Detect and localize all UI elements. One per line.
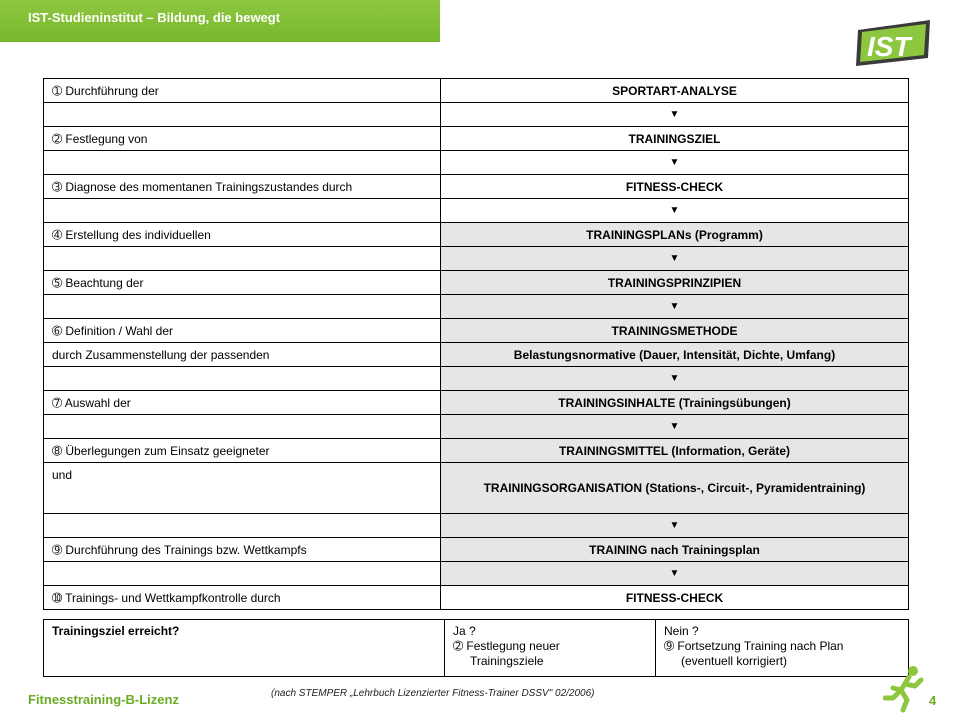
footer-course-name: Fitnesstraining-B-Lizenz: [28, 692, 179, 707]
runner-icon: [883, 664, 927, 714]
step-label: ➂ Diagnose des momentanen Trainingszustandes durch: [44, 175, 441, 199]
header-bar: [0, 0, 440, 42]
arrow-row: [44, 103, 909, 127]
logo-text: IST: [867, 31, 911, 62]
result-yes: [445, 620, 656, 677]
result-table: [43, 619, 909, 677]
ist-logo: [852, 18, 934, 68]
table-row: [44, 343, 909, 367]
process-table: [43, 78, 909, 610]
table-row: [44, 620, 909, 677]
yes-line1: ➁ Festlegung neuer: [453, 639, 560, 653]
step-value: FITNESS-CHECK: [441, 175, 909, 199]
arrow-row: [44, 367, 909, 391]
table-row: [44, 175, 909, 199]
table-row: [44, 391, 909, 415]
arrow-row: [44, 415, 909, 439]
down-arrow-icon: ▼: [441, 103, 909, 127]
step-value: FITNESS-CHECK: [441, 586, 909, 610]
table-row: [44, 79, 909, 103]
footer-source-note: (nach STEMPER „Lehrbuch Lizenzierter Fitness-Trainer DSSV" 02/2006): [271, 688, 595, 699]
step-label: ➃ Erstellung des individuellen: [44, 223, 441, 247]
step-label: ➈ Durchführung des Trainings bzw. Wettkampfs: [44, 538, 441, 562]
table-row: [44, 538, 909, 562]
yes-title: Ja ?: [453, 624, 476, 638]
no-line2: (eventuell korrigiert): [681, 654, 788, 668]
page-number: 4: [929, 693, 937, 708]
step-label: ➉ Trainings- und Wettkampfkontrolle durch: [44, 586, 441, 610]
table-row: [44, 586, 909, 610]
no-title: Nein ?: [664, 624, 699, 638]
step-value: TRAININGSMITTEL (Information, Geräte): [441, 439, 909, 463]
step-value: Belastungsnormative (Dauer, Intensität, Dichte, Umfang): [441, 343, 909, 367]
arrow-row: [44, 562, 909, 586]
step-value: TRAININGSORGANISATION (Stations-, Circuit-, Pyramidentraining): [441, 463, 909, 514]
no-line1: ➈ Fortsetzung Training nach Plan: [664, 639, 844, 653]
arrow-row: [44, 514, 909, 538]
down-arrow-icon: ▼: [441, 367, 909, 391]
step-label: ➀ Durchführung der: [44, 79, 441, 103]
header-title: IST-Studieninstitut – Bildung, die bewegt: [28, 10, 281, 25]
arrow-row: [44, 199, 909, 223]
step-label: ➄ Beachtung der: [44, 271, 441, 295]
step-value: TRAININGSPLANs (Programm): [441, 223, 909, 247]
table-row: [44, 223, 909, 247]
step-value: TRAININGSPRINZIPIEN: [441, 271, 909, 295]
table-row: [44, 127, 909, 151]
arrow-row: [44, 151, 909, 175]
step-value: TRAININGSINHALTE (Trainingsübungen): [441, 391, 909, 415]
table-row: [44, 319, 909, 343]
down-arrow-icon: ▼: [441, 199, 909, 223]
table-row: [44, 463, 909, 514]
down-arrow-icon: ▼: [441, 295, 909, 319]
step-value: SPORTART-ANALYSE: [441, 79, 909, 103]
step-label: durch Zusammenstellung der passenden: [44, 343, 441, 367]
arrow-row: [44, 247, 909, 271]
step-label: ➇ Überlegungen zum Einsatz geeigneter: [44, 439, 441, 463]
result-no: [656, 620, 909, 677]
down-arrow-icon: ▼: [441, 514, 909, 538]
step-value: TRAININGSMETHODE: [441, 319, 909, 343]
table-row: [44, 439, 909, 463]
step-value: TRAINING nach Trainingsplan: [441, 538, 909, 562]
step-label: ➆ Auswahl der: [44, 391, 441, 415]
step-label: und: [44, 463, 441, 514]
yes-line2: Trainingsziele: [470, 654, 544, 668]
step-label: ➁ Festlegung von: [44, 127, 441, 151]
down-arrow-icon: ▼: [441, 562, 909, 586]
down-arrow-icon: ▼: [441, 151, 909, 175]
step-value: TRAININGSZIEL: [441, 127, 909, 151]
down-arrow-icon: ▼: [441, 247, 909, 271]
arrow-row: [44, 295, 909, 319]
result-question: Trainingsziel erreicht?: [44, 620, 445, 677]
step-label: ➅ Definition / Wahl der: [44, 319, 441, 343]
down-arrow-icon: ▼: [441, 415, 909, 439]
table-row: [44, 271, 909, 295]
